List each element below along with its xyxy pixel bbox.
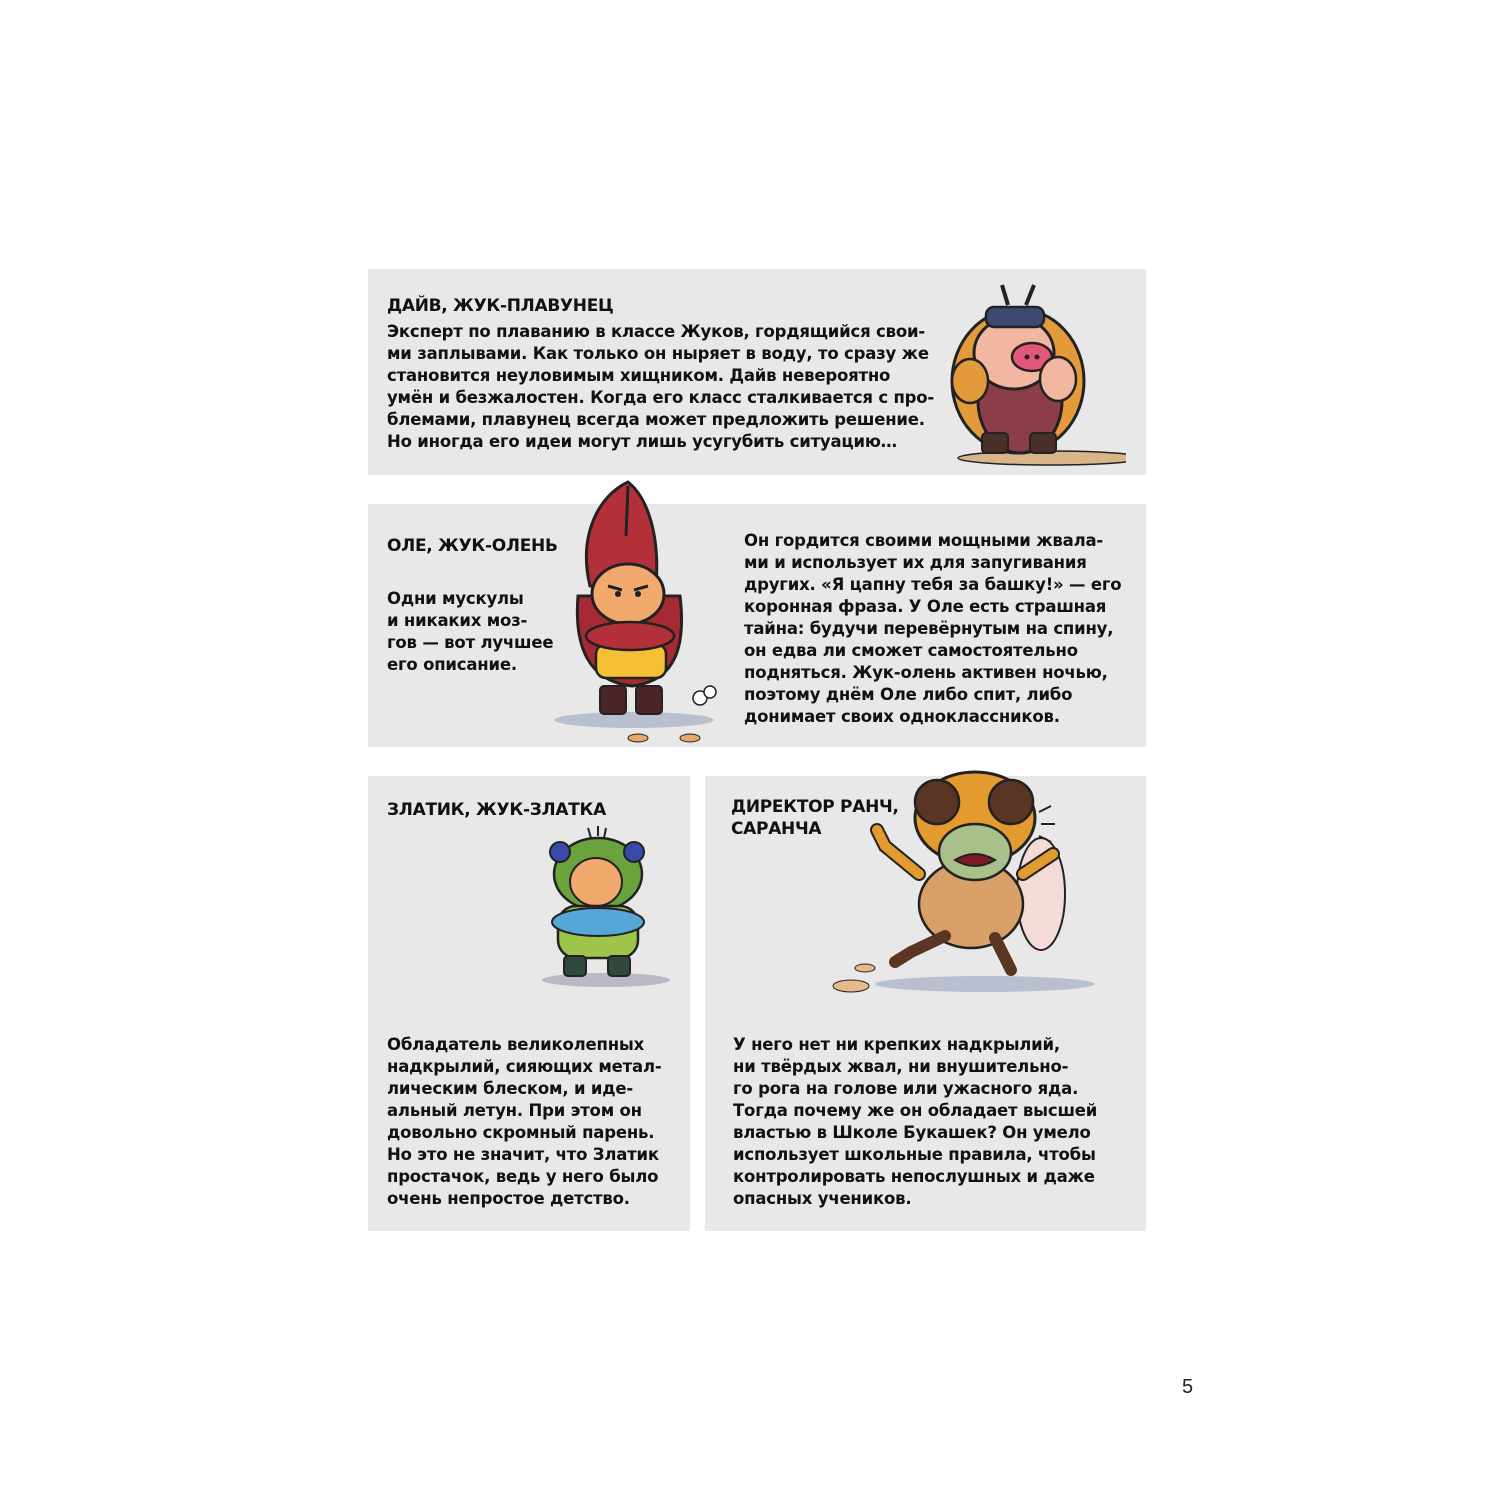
zlatik-eye-left	[550, 842, 570, 862]
title-line: САРАНЧА	[731, 819, 822, 839]
zlatik-boot-right	[608, 956, 630, 976]
text-line: тайна: будучи перевёрнутым на спину,	[744, 619, 1114, 638]
text-line: ми и использует их для запугивания	[744, 553, 1087, 572]
text-line: коронная фраза. У Оле есть страшная	[744, 597, 1107, 616]
character-description-zlatik	[387, 1034, 662, 1210]
stag-boot-right	[636, 686, 662, 714]
text-line: надкрылий, сияющих метал-	[387, 1057, 662, 1076]
text-line: го рога на голове или ужасного яда.	[733, 1079, 1079, 1098]
panel-ole	[368, 504, 1146, 747]
text-line: лическим блеском, и иде-	[387, 1079, 633, 1098]
stag-boot-left	[600, 686, 626, 714]
locust-face	[939, 824, 1011, 880]
text-line: становится неуловимым хищником. Дайв невероятно	[387, 366, 891, 385]
text-line: ни твёрдых жвал, ни внушительно-	[733, 1057, 1069, 1076]
character-description-ranch	[733, 1034, 1097, 1210]
jewel-beetle-illustration	[536, 822, 676, 992]
panel-zlatik	[368, 776, 690, 1231]
beetle-fist-left	[952, 359, 988, 403]
text-line: других. «Я цапну тебя за башку!» — его	[744, 575, 1122, 594]
text-line: Но это не значит, что Златик	[387, 1145, 659, 1164]
character-description-dive	[387, 321, 934, 453]
text-line: довольно скромный парень.	[387, 1123, 655, 1142]
zlatik-eye-right	[624, 842, 644, 862]
zlatik-boot-left	[564, 956, 586, 976]
beetle-boot-right	[1030, 433, 1056, 453]
stag-beetle-illustration	[548, 476, 728, 746]
stag-crossed-arms	[586, 622, 674, 650]
character-description-ole	[744, 530, 1121, 728]
text-line: Одни мускулы	[387, 589, 524, 608]
text-line: донимает своих одноклассников.	[744, 707, 1060, 726]
text-line: Он гордится своими мощными жвала-	[744, 531, 1104, 550]
locust-principal-illustration	[815, 766, 1115, 1006]
locust-leg-left	[895, 936, 945, 962]
zlatik-face	[570, 858, 622, 906]
character-summary-ole	[387, 588, 553, 676]
text-line: очень непростое детство.	[387, 1189, 630, 1208]
ground-shadow	[875, 976, 1095, 992]
character-name-dive: ДАЙВ, ЖУК-ПЛАВУНЕЦ	[387, 296, 614, 316]
panel-ranch	[705, 776, 1146, 1231]
zlatik-arms	[552, 908, 644, 936]
text-line: он едва ли сможет самостоятельно	[744, 641, 1078, 660]
text-line: альный летун. При этом он	[387, 1101, 642, 1120]
locust-eye-left	[915, 780, 959, 824]
antenna-right	[1026, 285, 1034, 305]
text-line: и никаких моз-	[387, 611, 528, 630]
locust-leg-right	[995, 938, 1011, 970]
text-line: его описание.	[387, 655, 517, 674]
text-line: опасных учеников.	[733, 1189, 912, 1208]
character-name-zlatik: ЗЛАТИК, ЖУК-ЗЛАТКА	[387, 800, 606, 820]
text-line: умён и безжалостен. Когда его класс сталкивается с про-	[387, 388, 935, 407]
text-line: ми заплывами. Как только он ныряет в воду, то сразу же	[387, 344, 929, 363]
text-line: подняться. Жук-олень активен ночью,	[744, 663, 1108, 682]
panel-dive	[368, 269, 1146, 475]
page-number: 5	[1182, 1376, 1194, 1398]
locust-eye-right	[989, 780, 1033, 824]
text-line: Но иногда его идеи могут лишь усугубить ситуацию…	[387, 432, 897, 451]
stag-face	[592, 564, 664, 624]
text-line: гов — вот лучшее	[387, 633, 554, 652]
antenna-left	[1002, 285, 1008, 305]
text-line: Обладатель великолепных	[387, 1035, 645, 1054]
text-line: Тогда почему же он обладает высшей	[733, 1101, 1098, 1120]
beetle-boot-left	[982, 433, 1008, 453]
text-line: использует школьные правила, чтобы	[733, 1145, 1096, 1164]
text-line: простачок, ведь у него было	[387, 1167, 659, 1186]
character-name-ole: ОЛЕ, ЖУК-ОЛЕНЬ	[387, 536, 558, 556]
text-line: поэтому днём Оле либо спит, либо	[744, 685, 1073, 704]
ground-shadow	[554, 712, 714, 728]
diving-beetle-illustration	[930, 283, 1126, 469]
text-line: властью в Школе Букашек? Он умело	[733, 1123, 1091, 1142]
text-line: контролировать непослушных и даже	[733, 1167, 1095, 1186]
text-line: У него нет ни крепких надкрылий,	[733, 1035, 1060, 1054]
title-line: ДИРЕКТОР РАНЧ,	[731, 797, 899, 817]
ground-shadow	[542, 973, 670, 987]
beetle-helmet	[986, 307, 1044, 327]
beetle-fist-right	[1040, 357, 1076, 401]
text-line: блемами, плавунец всегда может предложить решение.	[387, 410, 925, 429]
text-line: Эксперт по плаванию в классе Жуков, гордящийся свои-	[387, 322, 925, 341]
